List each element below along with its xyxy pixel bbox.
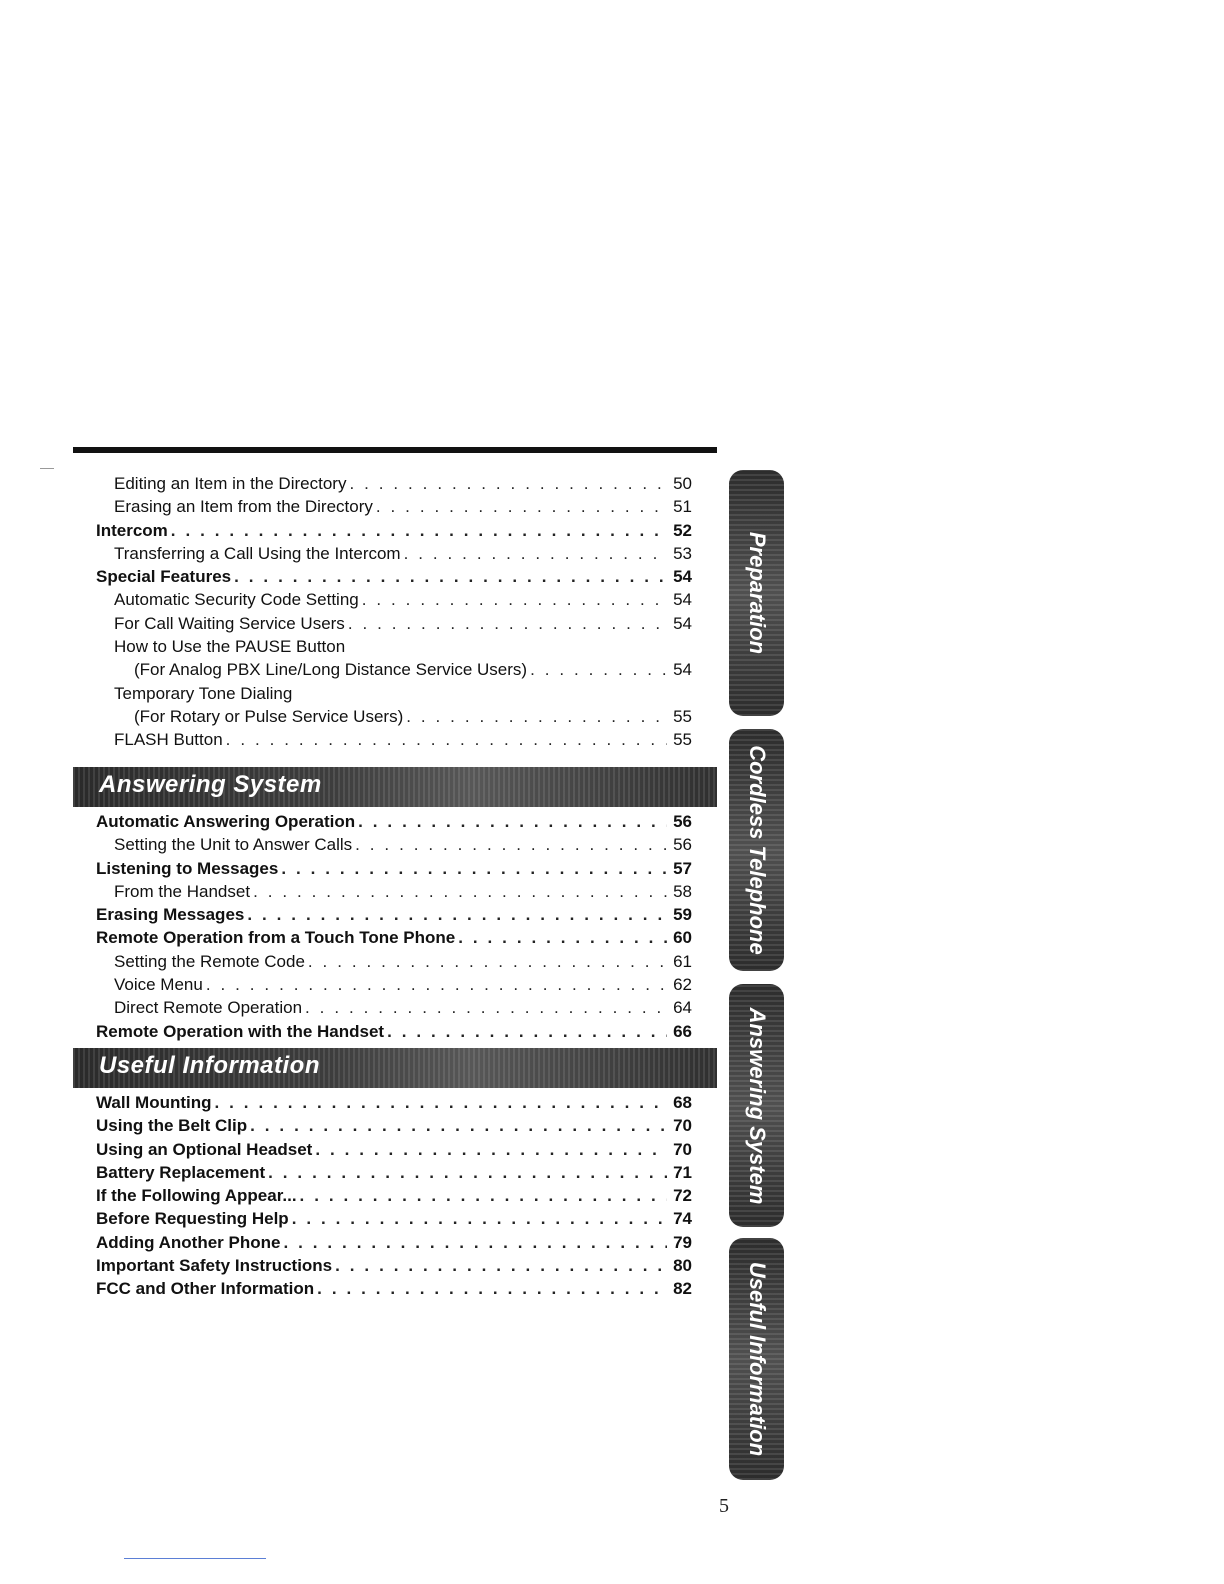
toc-entry[interactable]	[96, 950, 692, 973]
toc-entry-page: 54	[673, 613, 692, 633]
toc-entry-page: 54	[673, 567, 692, 587]
toc-entry-page: 60	[673, 928, 692, 948]
toc-entry-page: 52	[673, 520, 692, 540]
toc-dot-leader	[404, 542, 667, 565]
side-tab-label: Useful Information	[744, 1261, 770, 1457]
toc-dot-leader	[234, 565, 667, 588]
toc-entry-title: Erasing Messages	[96, 905, 245, 925]
side-tab-label: Preparation	[744, 531, 770, 655]
toc-entry-title: Automatic Answering Operation	[96, 812, 356, 831]
toc-entry[interactable]	[96, 1020, 692, 1043]
section-title: Answering System	[99, 771, 322, 798]
toc-entry[interactable]	[96, 472, 692, 495]
side-tab-cordless-telephone[interactable]	[729, 729, 784, 971]
toc-entry-page: 80	[673, 1256, 692, 1276]
side-tab-preparation[interactable]	[729, 470, 784, 716]
toc-entry-title: (For Rotary or Pulse Service Users)	[134, 706, 404, 726]
toc-entry[interactable]	[96, 1231, 692, 1254]
toc-dot-leader	[308, 950, 667, 973]
toc-dot-leader	[406, 705, 667, 728]
top-rule	[73, 447, 717, 453]
toc-entry[interactable]	[96, 542, 692, 565]
toc-dot-leader	[358, 810, 667, 833]
toc-entry[interactable]	[96, 588, 692, 611]
bottom-rule	[124, 1558, 266, 1559]
toc-entry-title: Transferring a Call Using the Intercom	[114, 543, 401, 563]
toc-entry-page: 51	[673, 497, 692, 517]
toc-dot-leader	[250, 1114, 667, 1137]
toc-entry-page: 74	[673, 1209, 692, 1229]
toc-entry-title: How to Use the PAUSE Button	[114, 637, 346, 657]
toc-entry-page: 54	[673, 590, 692, 610]
toc-entry[interactable]	[96, 880, 692, 903]
toc-entry-title: Battery Replacement	[96, 1162, 266, 1182]
toc-entry[interactable]	[96, 565, 692, 588]
toc-entry-title: Using an Optional Headset	[96, 1139, 313, 1159]
toc-dot-leader	[247, 903, 667, 926]
toc-entry-title: For Call Waiting Service Users	[114, 613, 345, 633]
toc-entry-page: 59	[673, 905, 692, 925]
toc-dot-leader	[305, 996, 667, 1019]
toc-entry-title: Listening to Messages	[96, 858, 279, 878]
toc-entry[interactable]	[96, 728, 692, 751]
toc-entry-title: Temporary Tone Dialing	[114, 683, 293, 703]
toc-entry-page: 79	[673, 1232, 692, 1252]
toc-dot-leader	[317, 1277, 667, 1300]
toc-entry-page: 70	[673, 1139, 692, 1159]
toc-entry-title: Setting the Remote Code	[114, 951, 305, 971]
toc-entry-title: Automatic Security Code Setting	[114, 590, 359, 610]
toc-entry-title: Remote Operation with the Handset	[96, 1021, 385, 1041]
toc-list-useful-information	[96, 1091, 692, 1301]
toc-entry[interactable]	[96, 973, 692, 996]
toc-entry[interactable]	[96, 810, 692, 833]
toc-entry-page: 58	[673, 881, 692, 901]
toc-entry[interactable]	[96, 1277, 692, 1300]
toc-entry-title: Important Safety Instructions	[96, 1256, 333, 1276]
toc-entry-page: 72	[673, 1186, 692, 1206]
toc-entry-page: 57	[673, 858, 692, 878]
toc-entry[interactable]	[96, 1207, 692, 1230]
toc-dot-leader	[315, 1138, 667, 1161]
toc-entry-title: Remote Operation from a Touch Tone Phone	[96, 928, 456, 948]
toc-entry[interactable]	[96, 1254, 692, 1277]
toc-entry-title: Editing an Item in the Directory	[114, 474, 347, 493]
toc-entry-title: Adding Another Phone	[96, 1232, 281, 1252]
toc-entry[interactable]	[96, 1161, 692, 1184]
toc-entry[interactable]	[96, 926, 692, 949]
toc-entry-page: 62	[673, 975, 692, 995]
toc-entry-page: 82	[673, 1279, 692, 1299]
toc-dot-leader	[253, 880, 667, 903]
section-header-useful-information	[73, 1048, 717, 1088]
toc-dot-leader	[348, 612, 667, 635]
toc-dot-leader	[171, 519, 667, 542]
toc-dot-leader	[530, 658, 667, 681]
toc-dot-leader	[458, 926, 667, 949]
toc-dot-leader	[387, 1020, 667, 1043]
toc-entry-page: 55	[673, 730, 692, 750]
side-tab-answering-system[interactable]	[729, 984, 784, 1227]
toc-dot-leader	[268, 1161, 667, 1184]
toc-entry-title: From the Handset	[114, 881, 251, 901]
toc-list-answering-system	[96, 810, 692, 1043]
toc-entry-title: Direct Remote Operation	[114, 998, 303, 1018]
toc-dot-leader	[335, 1254, 667, 1277]
toc-entry-page: 50	[673, 474, 692, 493]
toc-entry-page: 64	[673, 998, 692, 1018]
toc-entry[interactable]	[96, 682, 692, 705]
page-number: 5	[719, 1495, 729, 1517]
toc-entry-title: Setting the Unit to Answer Calls	[114, 835, 353, 855]
toc-entry-page: 68	[673, 1093, 692, 1112]
toc-dot-leader	[292, 1207, 667, 1230]
toc-entry[interactable]	[96, 903, 692, 926]
toc-entry-page: 54	[673, 660, 692, 680]
toc-entry-page: 61	[673, 951, 692, 971]
toc-entry-title: Wall Mounting	[96, 1093, 212, 1112]
toc-entry[interactable]	[96, 1091, 692, 1114]
toc-dot-leader	[300, 1184, 667, 1207]
toc-entry[interactable]	[96, 1114, 692, 1137]
toc-entry[interactable]	[96, 658, 692, 681]
toc-dot-leader	[349, 472, 667, 495]
side-tab-useful-information[interactable]	[729, 1238, 784, 1480]
toc-entry-title: (For Analog PBX Line/Long Distance Service Users)	[134, 660, 528, 680]
toc-dot-leader	[215, 1091, 667, 1114]
side-tab-label: Cordless Telephone	[744, 745, 770, 955]
toc-entry-page: 56	[673, 835, 692, 855]
toc-entry-page: 55	[673, 706, 692, 726]
toc-entry-title: Before Requesting Help	[96, 1209, 289, 1229]
toc-entry-page: 71	[673, 1162, 692, 1182]
section-header-answering-system	[73, 767, 717, 807]
toc-entry[interactable]	[96, 996, 692, 1019]
toc-entry[interactable]	[96, 635, 692, 658]
toc-entry[interactable]	[96, 1138, 692, 1161]
toc-entry-page: 70	[673, 1116, 692, 1136]
side-tab-label: Answering System	[744, 1007, 770, 1204]
toc-entry-title: Using the Belt Clip	[96, 1116, 248, 1136]
toc-entry-page: 56	[673, 812, 692, 831]
toc-entry-title: Intercom	[96, 520, 168, 540]
toc-entry[interactable]	[96, 833, 692, 856]
section-title: Useful Information	[99, 1052, 321, 1079]
toc-entry[interactable]	[96, 495, 692, 518]
toc-entry[interactable]	[96, 1184, 692, 1207]
toc-entry-title: FLASH Button	[114, 730, 223, 750]
toc-dot-leader	[283, 1231, 667, 1254]
toc-entry[interactable]	[96, 612, 692, 635]
toc-dot-leader	[281, 857, 667, 880]
toc-dot-leader	[226, 728, 667, 751]
toc-entry[interactable]	[96, 519, 692, 542]
toc-entry[interactable]	[96, 705, 692, 728]
toc-dot-leader	[376, 495, 667, 518]
toc-entry-title: FCC and Other Information	[96, 1279, 315, 1299]
toc-entry-title: Voice Menu	[114, 975, 203, 995]
toc-entry-page: 66	[673, 1021, 692, 1041]
toc-entry-title: If the Following Appear...	[96, 1186, 297, 1206]
toc-dot-leader	[206, 973, 667, 996]
toc-entry-page: 53	[673, 543, 692, 563]
toc-entry-title: Special Features	[96, 567, 232, 587]
toc-list-directory-features	[96, 472, 692, 752]
toc-entry-title: Erasing an Item from the Directory	[114, 497, 373, 517]
toc-dot-leader	[355, 833, 667, 856]
margin-mark	[40, 468, 54, 469]
toc-dot-leader	[362, 588, 667, 611]
toc-entry[interactable]	[96, 857, 692, 880]
